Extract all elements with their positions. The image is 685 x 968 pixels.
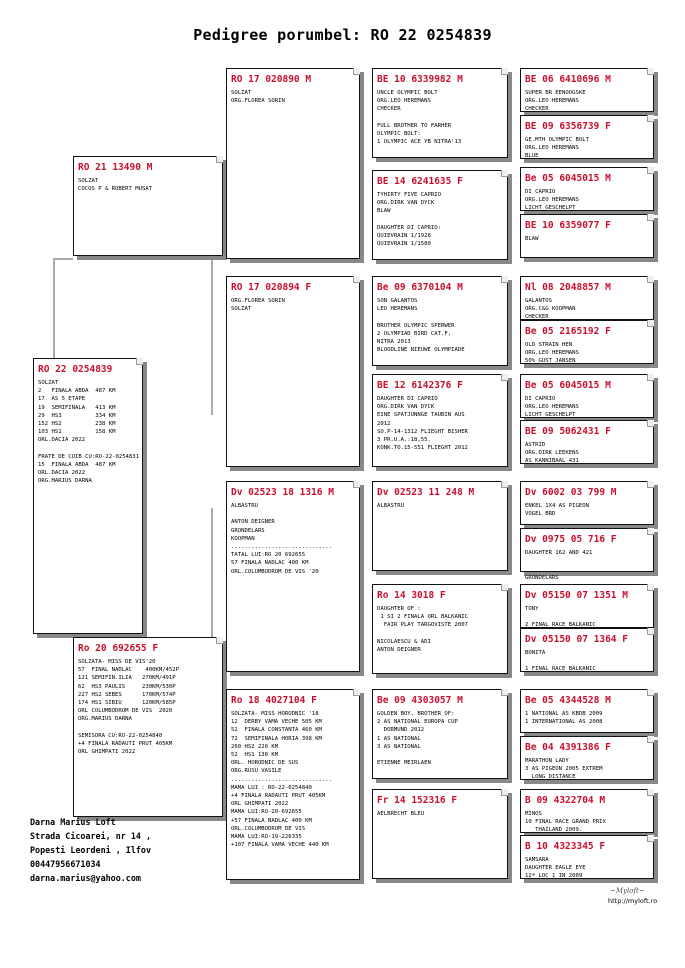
ring-number: RO 22 0254839 bbox=[38, 364, 113, 375]
ring-number: Dv 02523 11 248 M bbox=[377, 487, 475, 498]
bird-details bbox=[521, 852, 653, 881]
detail-line: THAILAND 2009. bbox=[525, 827, 583, 834]
card-corner bbox=[647, 420, 654, 427]
card-corner bbox=[216, 156, 223, 163]
card-corner bbox=[647, 68, 654, 75]
detail-line: CHECKER bbox=[377, 106, 401, 113]
bird-details bbox=[521, 753, 653, 782]
pedigree-card-sss bbox=[372, 68, 508, 158]
detail-line: 174 HS1 SIBIU 120KM/585P bbox=[78, 700, 176, 707]
ring-number: RO 17 020890 M bbox=[231, 74, 312, 85]
detail-line: VOGEL BRD bbox=[525, 511, 556, 518]
detail-line: 1 OLYMPIC ACE YB NITRA'13 bbox=[377, 139, 462, 146]
pedigree-card-ss bbox=[226, 68, 360, 259]
detail-line: FRATE DE CUIB CU:RO-22-0254831 bbox=[38, 453, 140, 460]
detail-line: ORG.LEO HEREMANS bbox=[525, 404, 579, 411]
ring-number: Be 09 4303057 M bbox=[377, 695, 463, 706]
detail-line: BLAW bbox=[525, 236, 539, 242]
card-corner bbox=[647, 481, 654, 488]
detail-line: 15 FINALA ABDA 487 KM bbox=[38, 462, 116, 469]
bird-details bbox=[521, 806, 653, 835]
detail-line: GRONDELARS bbox=[231, 527, 265, 534]
pedigree-card-g13 bbox=[520, 689, 654, 733]
pedigree-card-dsd bbox=[372, 584, 508, 674]
pedigree-card-g15 bbox=[520, 789, 654, 833]
connector bbox=[53, 258, 73, 260]
pedigree-card-dd bbox=[226, 689, 360, 880]
detail-line bbox=[525, 613, 649, 621]
ring-number: Nl 08 2048857 M bbox=[525, 282, 611, 293]
detail-line: 260 HS2 220 KM bbox=[231, 743, 279, 750]
card-corner bbox=[353, 689, 360, 696]
ring-number: BE 14 6241635 F bbox=[377, 176, 463, 187]
detail-line: 17 AS 5 ETAPE bbox=[38, 396, 86, 403]
pedigree-card-g4 bbox=[520, 214, 654, 258]
pedigree-card-sds bbox=[372, 276, 508, 366]
detail-line: ORG.DIRK LEEKENS bbox=[525, 450, 579, 457]
ring-number: Ro 14 3018 F bbox=[377, 590, 446, 601]
detail-line: ORG.LEO HEREMANS bbox=[525, 350, 579, 357]
bird-details bbox=[74, 654, 222, 756]
connector bbox=[53, 636, 73, 638]
card-corner bbox=[647, 835, 654, 842]
detail-line: ORL GHIMPATI 2022 bbox=[231, 801, 289, 808]
detail-line: +4 FINALA RADAUTI PRUT 405KM bbox=[231, 793, 326, 800]
ring-number: B 09 4322704 M bbox=[525, 795, 606, 806]
detail-line: 152 HS2 238 KM bbox=[38, 421, 116, 428]
pedigree-card-g3 bbox=[520, 167, 654, 211]
pedigree-card-dds bbox=[372, 689, 508, 779]
detail-line: 12 DERBY VAMA VECHE 505 KM bbox=[231, 719, 322, 726]
detail-line: SUPER BR EENOOGSKE bbox=[525, 90, 586, 96]
detail-line: ORL.DACIA 2022 bbox=[38, 437, 86, 444]
breeder-address: Strada Cicoarei, nr 14 , bbox=[30, 831, 152, 841]
detail-line: ANTON DEIGNER bbox=[231, 519, 275, 526]
detail-line: ORG.DIRK VAN DYCK bbox=[377, 404, 435, 411]
detail-line: CHECKER bbox=[525, 314, 549, 321]
detail-line: ALBASTRU bbox=[377, 503, 404, 509]
detail-line: MINOS bbox=[525, 811, 542, 817]
detail-line: ALBASTRU bbox=[231, 503, 258, 509]
detail-line: LONG DISTANCE bbox=[525, 774, 576, 781]
detail-line: SON GALANTOS bbox=[377, 298, 418, 304]
detail-line: ORL COLUMBODROM DE VIS 2020 bbox=[78, 708, 173, 715]
detail-line: SOLZAT bbox=[38, 380, 59, 386]
detail-line: 52 HS1 130 KM bbox=[231, 752, 279, 759]
pedigree-card-ddd bbox=[372, 789, 508, 879]
card-corner bbox=[353, 276, 360, 283]
bird-details bbox=[227, 293, 359, 313]
detail-line: ORG.FLOREA SORIN bbox=[231, 98, 285, 105]
detail-line: SOLZAT bbox=[231, 306, 252, 313]
bird-details bbox=[373, 187, 507, 248]
ring-number: Ro 18 4027104 F bbox=[231, 695, 317, 706]
detail-line bbox=[377, 216, 503, 224]
pedigree-card-ds bbox=[226, 481, 360, 672]
ring-number: Dv 0975 05 716 F bbox=[525, 534, 617, 545]
site-link[interactable]: http://myloft.ro bbox=[608, 897, 658, 905]
detail-line: 1 NATIONAL AS KBDB 2009 bbox=[525, 711, 603, 717]
detail-line: GALANTOS bbox=[525, 298, 552, 304]
bird-details bbox=[521, 601, 653, 630]
detail-line: GOLDEN BOY, BROTHER OF: bbox=[377, 711, 455, 717]
detail-line: +4 FINALA RADAUTI PRUT 405KM bbox=[78, 741, 173, 748]
detail-line: SO.P-14-1312 FLIEGHT BISHER bbox=[377, 428, 468, 435]
card-corner bbox=[647, 736, 654, 743]
ring-number: RO 17 020894 F bbox=[231, 282, 312, 293]
detail-line: BROTHER OLYMPIC SPERWER bbox=[377, 322, 455, 329]
breeder-contact bbox=[30, 815, 151, 885]
detail-line: AS KANNIBAAL 431 bbox=[525, 458, 579, 465]
breeder-email[interactable]: darna.marius@yahoo.com bbox=[30, 873, 141, 883]
pedigree-card-g14 bbox=[520, 736, 654, 780]
detail-line: ORG.MARIUS DARNA bbox=[38, 478, 92, 485]
detail-line: SEMISORA CU:RO-22-0254840 bbox=[78, 732, 163, 739]
bird-details bbox=[521, 545, 653, 582]
detail-line: SOLZATA- MISS DE VIS'20 bbox=[78, 659, 156, 665]
detail-line: ORL. HORODNIC DE SUS bbox=[231, 760, 299, 767]
detail-line bbox=[525, 565, 649, 573]
bird-details bbox=[34, 375, 142, 486]
detail-line: DORMUND 2012 bbox=[377, 727, 425, 734]
detail-line: ASTRID bbox=[525, 442, 546, 448]
bird-details bbox=[373, 85, 507, 146]
detail-line: QUIEVRAIN 1/1580 bbox=[377, 241, 431, 248]
detail-line: DI CAPRIO bbox=[525, 396, 556, 402]
detail-line: 121 SEMIFIN.ILIA 270KM/491P bbox=[78, 675, 176, 682]
bird-details bbox=[74, 173, 222, 193]
detail-line: MAMA LUI:RO-20-692655 bbox=[231, 809, 302, 816]
card-corner bbox=[136, 358, 143, 365]
card-corner bbox=[501, 481, 508, 488]
pedigree-card-g7 bbox=[520, 374, 654, 418]
detail-line: 72 SEMIFINALA HORIA 398 KM bbox=[231, 735, 322, 742]
card-corner bbox=[353, 481, 360, 488]
card-corner bbox=[501, 68, 508, 75]
pedigree-card-g1 bbox=[520, 68, 654, 112]
bird-details bbox=[373, 806, 507, 818]
card-corner bbox=[216, 637, 223, 644]
pedigree-card-g8 bbox=[520, 420, 654, 464]
detail-line: OLYMPIC BOLT: bbox=[377, 131, 421, 137]
detail-line: CHECKER bbox=[525, 106, 549, 113]
pedigree-card-ssd bbox=[372, 170, 508, 260]
detail-line: KOOPMAN bbox=[231, 535, 255, 542]
pedigree-card-subject bbox=[33, 358, 143, 634]
ring-number: BE 09 5062431 F bbox=[525, 426, 611, 437]
ring-number: Be 04 4391386 F bbox=[525, 742, 611, 753]
detail-line: UNCLE OLYMPIC BOLT bbox=[377, 90, 438, 96]
detail-line: ORL.COLUMBODROM DE VIS '20 bbox=[231, 568, 319, 575]
detail-line: TONY bbox=[525, 606, 539, 612]
detail-line: +107 FINALA VAMA VECHE 440 KM bbox=[231, 842, 329, 849]
bird-details bbox=[521, 706, 653, 726]
detail-line: ORG.MARIUS DARNA bbox=[78, 716, 132, 723]
detail-line: LICHT GESCHELPT bbox=[525, 412, 576, 419]
detail-line: ORL.DACIA 2022 bbox=[38, 470, 86, 477]
ring-number: Be 05 6045015 M bbox=[525, 173, 611, 184]
ring-number: BE 12 6142376 F bbox=[377, 380, 463, 391]
detail-line bbox=[377, 313, 503, 321]
detail-line: ORG.FLOREA SORIN bbox=[231, 298, 285, 304]
detail-line: ORG.LEO HEREMANS bbox=[377, 98, 431, 105]
pedigree-card-dam bbox=[73, 637, 223, 817]
detail-line: OLD STRAIN HEN bbox=[525, 342, 573, 348]
detail-line: 19 SEMIFINALA 413 KM bbox=[38, 404, 116, 411]
detail-line: 1 FINAL RACE BALKANIC bbox=[525, 666, 596, 673]
card-corner bbox=[647, 167, 654, 174]
bird-details bbox=[373, 293, 507, 354]
pedigree-card-sd bbox=[226, 276, 360, 467]
bird-details bbox=[521, 184, 653, 213]
detail-line: 57 FINAL NADLAC 400KM/452P bbox=[78, 667, 180, 674]
detail-line: NICOLAESCU & ADI bbox=[377, 638, 431, 645]
bird-details bbox=[521, 293, 653, 322]
detail-line: +57 FINALA NADLAC 400 KM bbox=[231, 817, 312, 824]
card-corner bbox=[501, 276, 508, 283]
detail-line: DAUGHTER 162 AND 421 bbox=[525, 550, 593, 556]
bird-details bbox=[227, 85, 359, 105]
detail-line: ENKEL 1X4 AS PIGEON bbox=[525, 503, 589, 509]
card-corner bbox=[353, 68, 360, 75]
detail-line: .............................. bbox=[231, 544, 333, 550]
detail-line: AELBRECHT BLEU bbox=[377, 811, 425, 817]
detail-line bbox=[231, 510, 355, 518]
detail-line: 29 HS3 334 KM bbox=[38, 412, 116, 419]
detail-line: DAUGHTER DI CAPRIO bbox=[377, 396, 438, 402]
bird-details bbox=[521, 337, 653, 366]
detail-line bbox=[377, 751, 503, 759]
card-corner bbox=[647, 115, 654, 122]
detail-line: DAUGHTER DI CAPRIO: bbox=[377, 224, 441, 231]
ring-number: BE 10 6359077 F bbox=[525, 220, 611, 231]
pedigree-card-g9 bbox=[520, 481, 654, 525]
detail-line bbox=[377, 630, 503, 638]
detail-line: GE.MTH OLYMPIC BOLT bbox=[525, 137, 589, 143]
detail-line bbox=[525, 557, 649, 565]
detail-line: ORG.LEO HEREMANS bbox=[525, 145, 579, 152]
detail-line: LEO HEREMANS bbox=[377, 306, 418, 313]
detail-line: SOLZAT bbox=[78, 178, 99, 184]
card-corner bbox=[501, 170, 508, 177]
detail-line: 2 AS NATIONAL EUROPA CUP bbox=[377, 719, 458, 726]
detail-line: TYHIRTY FIVE CAPRIO bbox=[377, 192, 441, 198]
detail-line: 103 HS1 158 KM bbox=[38, 429, 116, 436]
detail-line: 1 SI 2 FINALA ORL BALKANIC bbox=[377, 614, 468, 621]
breeder-name: Darna Marius Loft bbox=[30, 817, 116, 827]
ring-number: BE 06 6410696 M bbox=[525, 74, 611, 85]
detail-line: 1 INTERNATIONAL AS 2008 bbox=[525, 719, 603, 726]
ring-number: Be 05 6045015 M bbox=[525, 380, 611, 391]
bird-details bbox=[521, 231, 653, 243]
bird-details bbox=[521, 85, 653, 114]
detail-line: 3 PR.U.A.:18,55. bbox=[377, 437, 431, 444]
detail-line: BLUE bbox=[525, 153, 539, 160]
pedigree-card-sire bbox=[73, 156, 223, 256]
ring-number: Dv 05150 07 1364 F bbox=[525, 634, 628, 645]
detail-line: ORG.C&G KOOPMAN bbox=[525, 306, 576, 313]
detail-line: 2 FINALA ABDA 487 KM bbox=[38, 388, 116, 395]
ring-number: B 10 4323345 F bbox=[525, 841, 606, 852]
detail-line: DAUGHTER OF : bbox=[377, 606, 421, 612]
detail-line bbox=[38, 445, 138, 453]
ring-number: Fr 14 152316 F bbox=[377, 795, 458, 806]
detail-line: MARATHON LADY bbox=[525, 758, 569, 764]
detail-line: SOLZAT bbox=[231, 90, 252, 96]
bird-details bbox=[227, 498, 359, 576]
pedigree-card-g11 bbox=[520, 584, 654, 628]
pedigree-card-g2 bbox=[520, 115, 654, 159]
ring-number: Dv 02523 18 1316 M bbox=[231, 487, 334, 498]
detail-line bbox=[525, 657, 649, 665]
card-corner bbox=[647, 320, 654, 327]
detail-line: ETIENNE MEIRLAEN bbox=[377, 760, 431, 767]
bird-details bbox=[373, 498, 507, 510]
ring-number: Be 09 6370104 M bbox=[377, 282, 463, 293]
card-corner bbox=[501, 584, 508, 591]
detail-line: BLOODLINE NIEUWE OLYMPIADE bbox=[377, 347, 465, 354]
pedigree-card-g6 bbox=[520, 320, 654, 364]
breeder-city: Popesti Leordeni , Ilfov bbox=[30, 845, 152, 855]
detail-line: DAUGHTER EAGLE EYE bbox=[525, 865, 586, 872]
detail-line: ORG.LEO HEREMANS bbox=[525, 197, 579, 204]
bird-details bbox=[521, 645, 653, 674]
detail-line: 2 OLYMPIAD BIRD CAT.F, bbox=[377, 330, 452, 337]
pedigree-card-g16 bbox=[520, 835, 654, 879]
detail-line: SAMSARA bbox=[525, 857, 549, 863]
detail-line: FAIR PLAY TARGOVISTE 2007 bbox=[377, 622, 468, 629]
card-corner bbox=[501, 789, 508, 796]
card-corner bbox=[501, 374, 508, 381]
detail-line: MAMA LUI:RO-19-226335 bbox=[231, 834, 302, 841]
detail-line: ORG.LEO HEREMANS bbox=[525, 98, 579, 105]
detail-line: ORG.DIRK VAN DYCK bbox=[377, 200, 435, 207]
bird-details bbox=[521, 437, 653, 466]
detail-line: 52 FINALA CONSTANTA 460 KM bbox=[231, 727, 322, 734]
card-corner bbox=[647, 628, 654, 635]
detail-line: ANTON DEIGNER bbox=[377, 647, 421, 653]
card-corner bbox=[647, 276, 654, 283]
pedigree-card-g10 bbox=[520, 528, 654, 581]
detail-line: BONITA bbox=[525, 650, 546, 656]
detail-line: 12ª LOC 1 IN 2009 bbox=[525, 873, 583, 880]
detail-line bbox=[78, 724, 218, 732]
detail-line: TATAL LUI:RO 20 692655 bbox=[231, 552, 306, 559]
detail-line: GRONDELARS bbox=[525, 574, 559, 581]
ring-number: BE 10 6339982 M bbox=[377, 74, 463, 85]
detail-line: FULL BROTHER TO FARHER bbox=[377, 122, 452, 129]
detail-line: 62 HS3 PAULIS 230KM/530P bbox=[78, 683, 176, 690]
pedigree-card-g12 bbox=[520, 628, 654, 672]
card-corner bbox=[647, 789, 654, 796]
detail-line: 1 AS NATIONAL bbox=[377, 735, 421, 742]
detail-line: ORL.COLUMBODROM DE VIS bbox=[231, 825, 306, 832]
pedigree-card-sdd bbox=[372, 374, 508, 467]
logo-signature: ~Myloft~ bbox=[610, 887, 645, 895]
detail-line: BLAW bbox=[377, 208, 391, 215]
detail-line: 227 HS2 SEBES 170KM/574P bbox=[78, 691, 176, 698]
bird-details bbox=[521, 132, 653, 161]
ring-number: Ro 20 692655 F bbox=[78, 643, 159, 654]
detail-line: 57 FINALA NADLAC 400 KM bbox=[231, 560, 309, 567]
detail-line: ORL GHIMPATI 2022 bbox=[78, 749, 136, 756]
detail-line: 3 AS NATIONAL bbox=[377, 743, 421, 750]
card-corner bbox=[647, 528, 654, 535]
ring-number: Be 05 4344528 M bbox=[525, 695, 611, 706]
detail-line: .............................. bbox=[231, 776, 333, 783]
ring-number: RO 21 13490 M bbox=[78, 162, 153, 173]
detail-line: 2012 bbox=[377, 420, 391, 427]
detail-line: SOLZATA- MISS HORODNIC '18 bbox=[231, 711, 319, 717]
card-corner bbox=[647, 584, 654, 591]
detail-line: NITRA 2013 bbox=[377, 339, 411, 345]
card-corner bbox=[501, 689, 508, 696]
detail-line: ORG.RUSU VASILE bbox=[231, 768, 282, 775]
detail-line: LICHT GESCHELPT bbox=[525, 205, 576, 212]
detail-line: 3 AS PIGEON 2005 EXTREM bbox=[525, 766, 603, 773]
detail-line bbox=[377, 114, 503, 122]
detail-line: EINE SPATJUNNGE TAUBIN AUS bbox=[377, 412, 465, 419]
card-corner bbox=[647, 214, 654, 221]
bird-details bbox=[373, 601, 507, 654]
detail-line: KONK.TO.15-551 FLIEGHT 2012 bbox=[377, 445, 468, 452]
ring-number: Dv 05150 07 1351 M bbox=[525, 590, 628, 601]
pedigree-card-dss bbox=[372, 481, 508, 571]
bird-details bbox=[227, 706, 359, 849]
detail-line: 50% GUST JANSEN bbox=[525, 358, 576, 365]
ring-number: Dv 6002 03 799 M bbox=[525, 487, 617, 498]
page-title: Pedigree porumbel: RO 22 0254839 bbox=[193, 26, 492, 44]
detail-line: 2 FINAL RACE BALKANIC bbox=[525, 622, 596, 629]
ring-number: BE 09 6356739 F bbox=[525, 121, 611, 132]
card-corner bbox=[647, 374, 654, 381]
bird-details bbox=[521, 391, 653, 420]
bird-details bbox=[373, 391, 507, 452]
detail-line: DI CAPRIO bbox=[525, 189, 556, 195]
card-corner bbox=[647, 689, 654, 696]
detail-line: 10 FINAL RACE GRAND PRIX bbox=[525, 819, 606, 826]
bird-details bbox=[373, 706, 507, 767]
detail-line: MAMA LUI : RO-22-0254840 bbox=[231, 784, 312, 791]
ring-number: Be 05 2165192 F bbox=[525, 326, 611, 337]
detail-line: QUIEVRAIN 1/1928 bbox=[377, 233, 431, 239]
bird-details bbox=[521, 498, 653, 518]
pedigree-card-g5 bbox=[520, 276, 654, 320]
breeder-phone: 00447956671034 bbox=[30, 859, 101, 869]
detail-line: COCOS P & ROBERT MUSAT bbox=[78, 186, 153, 193]
